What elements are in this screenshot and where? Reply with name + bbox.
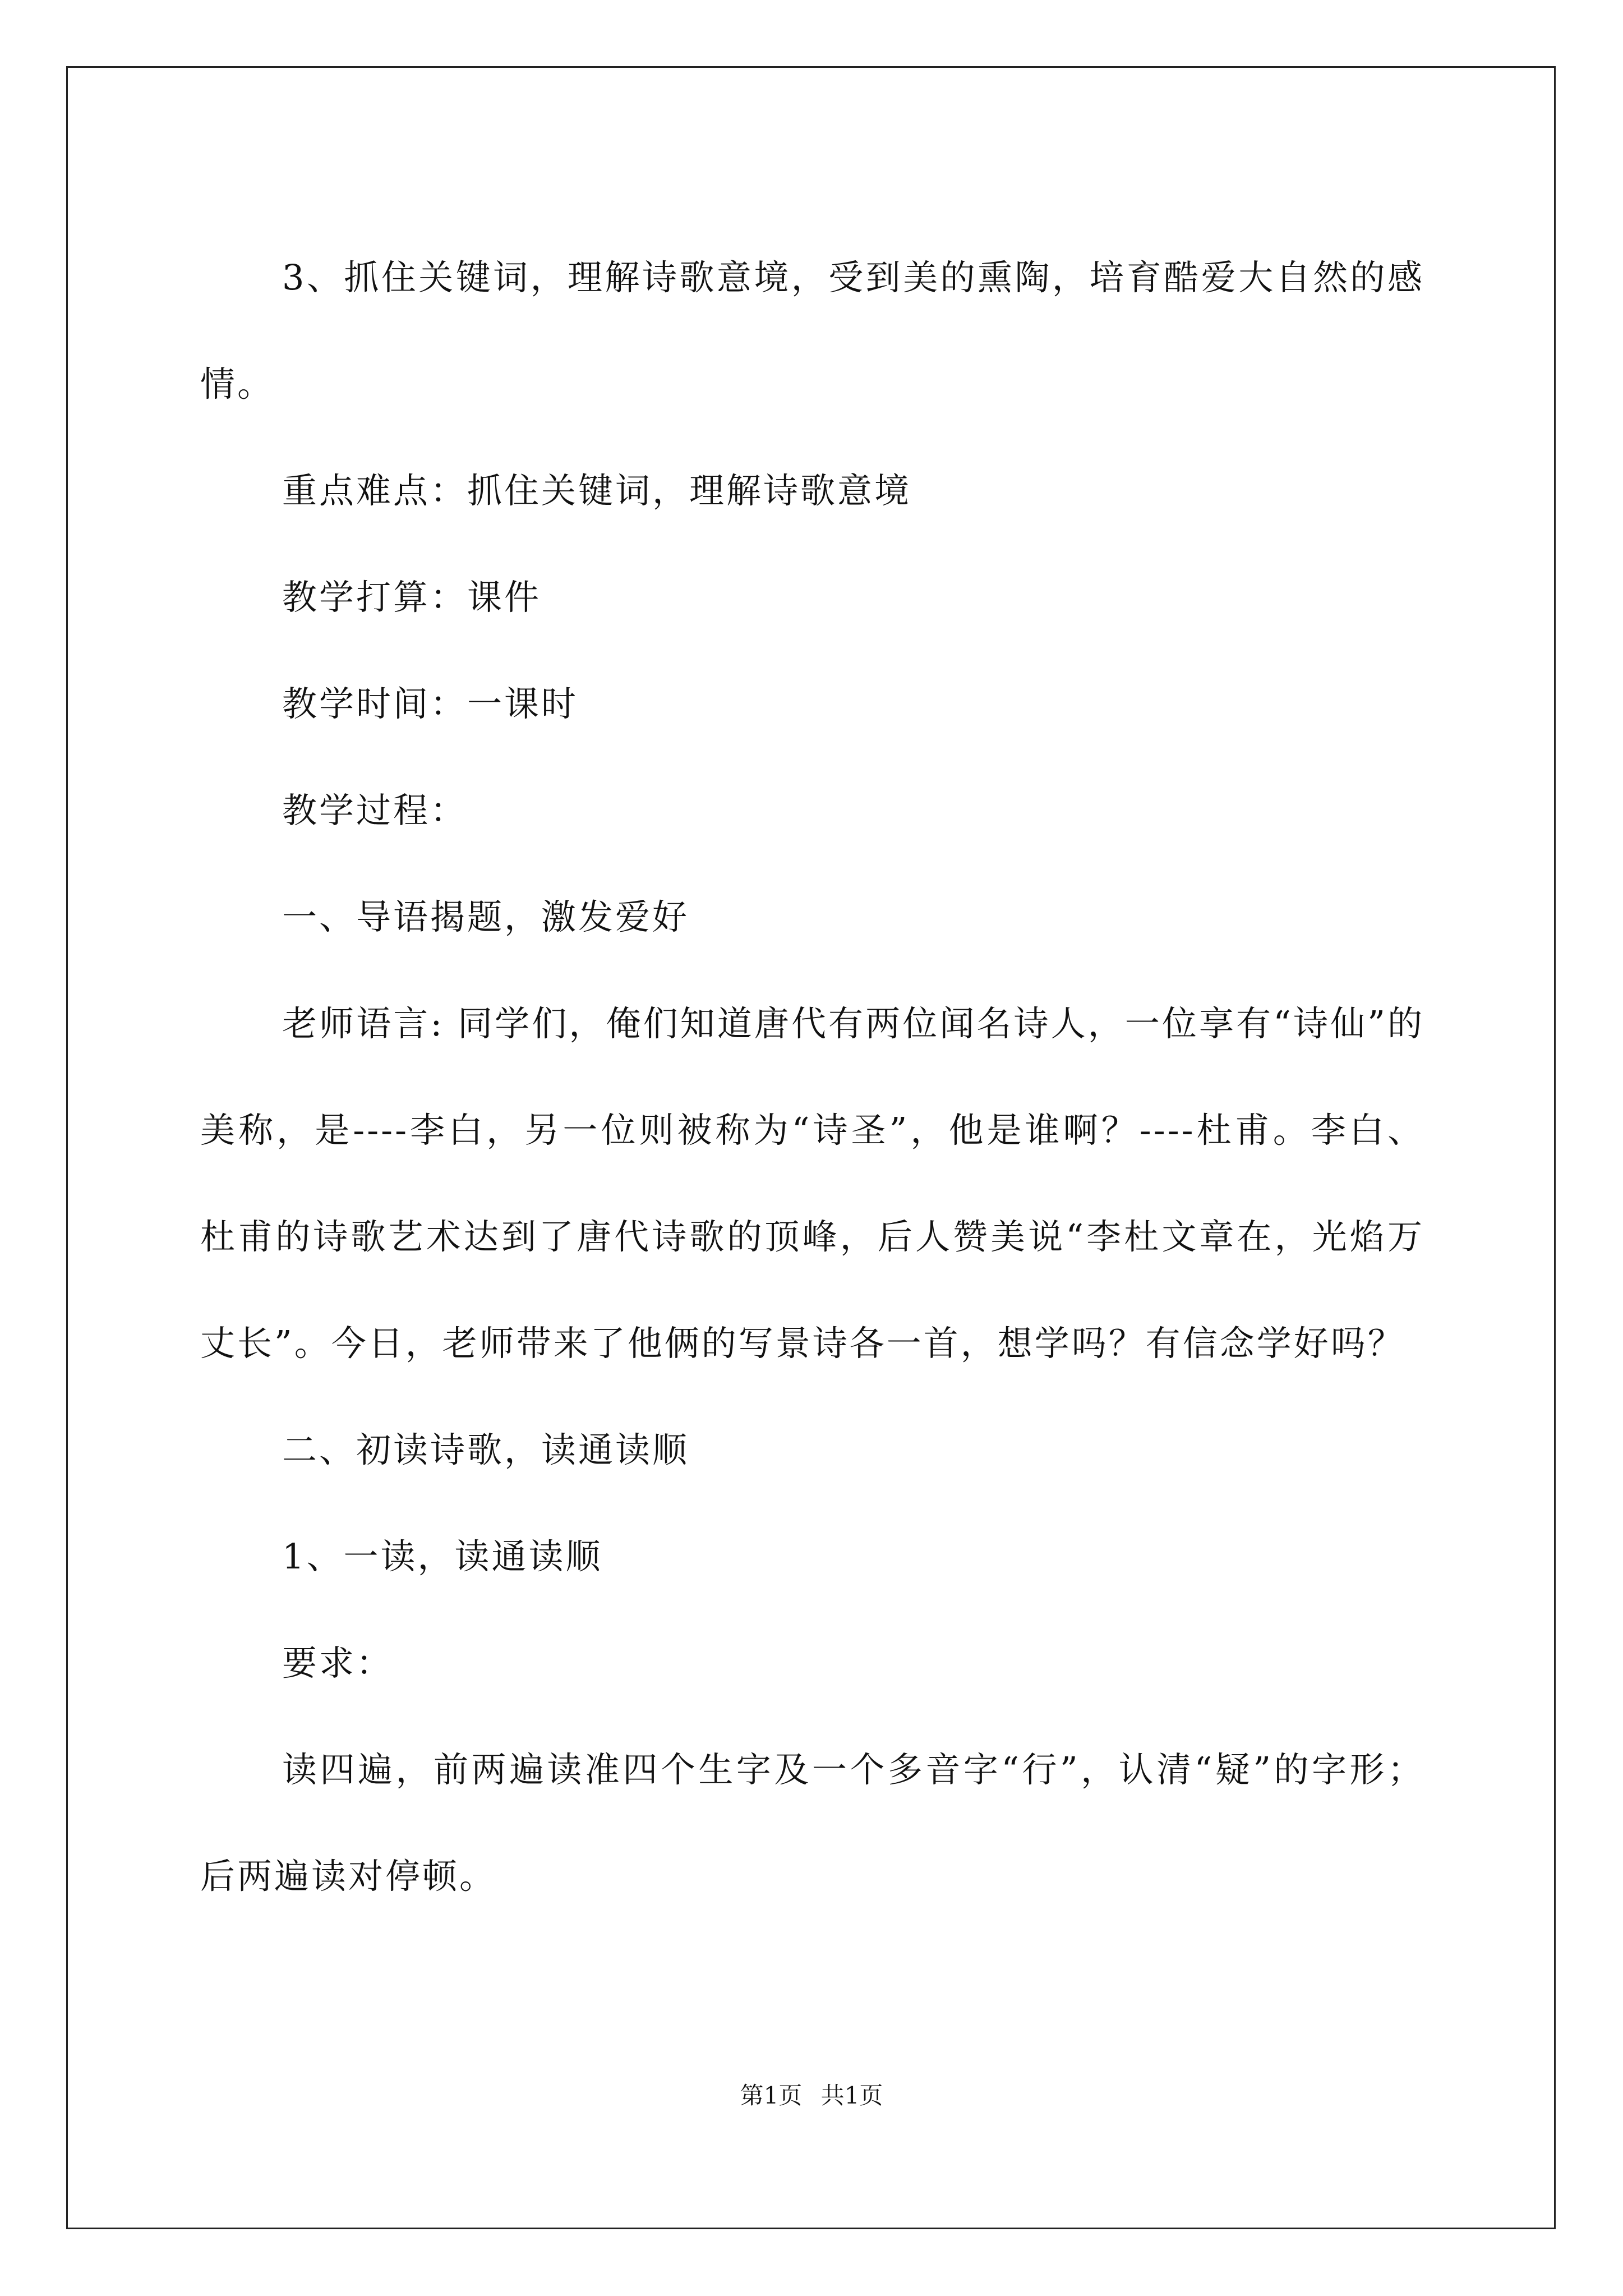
paragraph-teaching-time: 教学时间：一课时 — [282, 683, 579, 724]
paragraph-key-difficulty: 重点难点：抓住关键词，理解诗歌意境 — [282, 470, 912, 511]
paragraph-objective-3: 3、抓住关键词，理解诗歌意境，受到美的熏陶，培育酷爱大自然的感情。 — [200, 257, 1424, 404]
section-heading-1: 一、导语揭题，激发爱好 — [282, 896, 690, 937]
paragraph-teacher-speech: 老师语言: 同学们，俺们知道唐代有两位闻名诗人，一位享有“诗仙”的美称，是----李白，另一位则被称为“诗圣”，他是谁啊？----杜甫。李白、杜甫的诗歌艺术达到了唐代诗歌的顶峰，后人赞美说“李杜文章在，光焰万丈长”。今日，老师带来了他俩的写景诗各一首，想学吗？有信念学好吗？ — [200, 1003, 1424, 1364]
paragraph-teaching-process: 教学过程： — [282, 790, 468, 831]
paragraph-requirements: 要求： — [282, 1642, 394, 1683]
paragraph-step-1: 1、一读，读通读顺 — [282, 1536, 603, 1577]
document-body — [200, 224, 1424, 1930]
paragraph-reading-instructions: 读四遍，前两遍读准四个生字及一个多音字“行”，认清“疑”的字形；后两遍读对停顿。 — [200, 1749, 1424, 1897]
page-number-footer: 第1页 共1页 — [740, 2082, 883, 2109]
section-heading-2: 二、初读诗歌，读通读顺 — [282, 1429, 690, 1470]
paragraph-teaching-prep: 教学打算：课件 — [282, 577, 542, 618]
